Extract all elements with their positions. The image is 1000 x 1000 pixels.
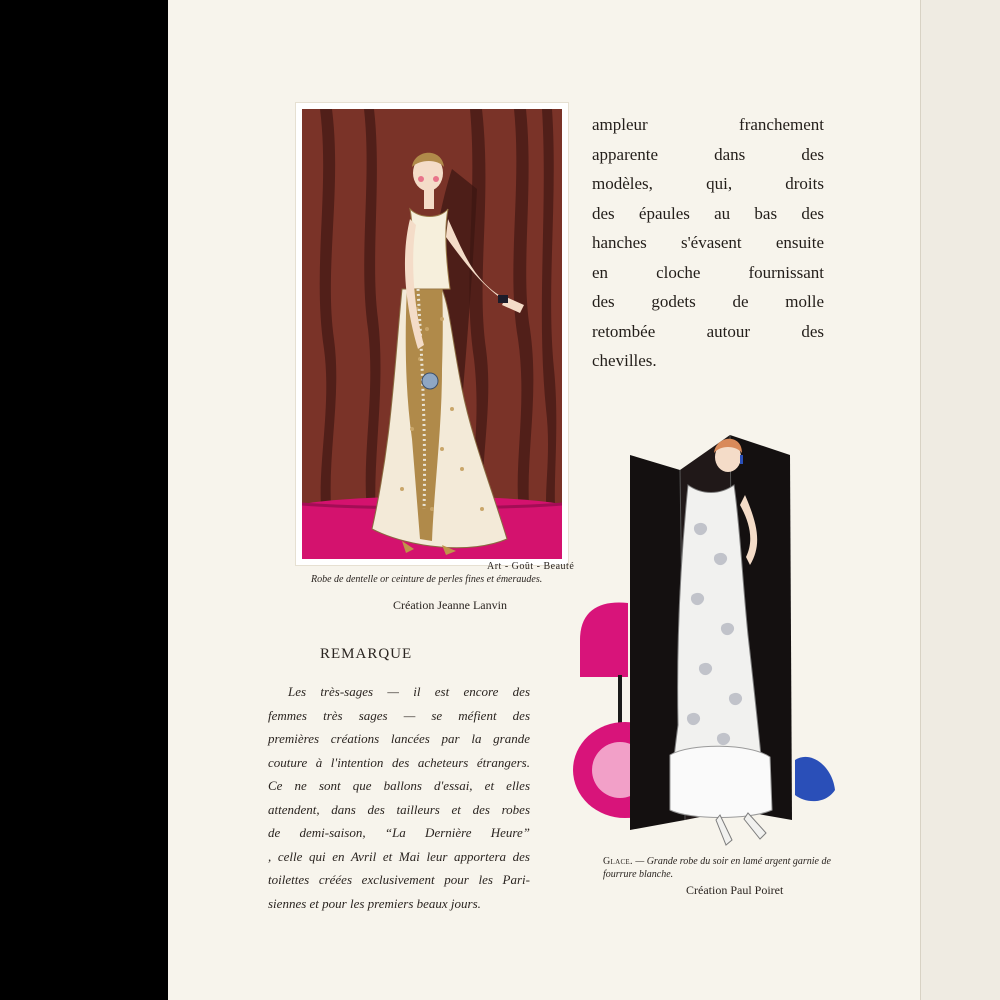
text-line: apparente dans des [592,144,824,164]
text-line: , celle qui en Avril et Mai leur apportera des [268,848,530,864]
text-line: ampleur franchement [592,115,824,134]
text-line: femmes très sages — se méfient des [268,707,530,723]
illustration-lanvin [296,103,568,565]
text-line: chevilles. [592,351,657,370]
caption-text: — Grande robe du soir en lamé argent garnie de fourrure blanche. [603,856,831,880]
text-line: modèles, qui, droits [592,174,824,193]
text-line: couture à l'intention des acheteurs étrangers. [268,754,530,770]
body-text-column [592,110,824,376]
caption-label: Glace. [603,856,633,867]
poiret-caption [603,855,843,881]
illustration-poiret [570,425,840,855]
text-line: retombée autour des [592,321,824,341]
text-line: siennes et pour les premiers beaux jours. [268,895,481,911]
lanvin-caption: Robe de dentelle or ceinture de perles fines et émeraudes. [311,574,543,585]
remarque-paragraph [268,680,530,915]
adjacent-page-edge [920,0,1000,1000]
text-line: attendent, dans des tailleurs et des robes [268,801,530,817]
lanvin-creator: Création Jeanne Lanvin [393,598,507,612]
section-heading: REMARQUE [320,646,413,662]
text-line: en cloche fournissant [592,262,824,282]
text-line: de demi-saison, “La Dernière Heure” [268,825,530,840]
plate-credit: Art - Goût - Beauté [487,561,575,572]
scan-border [0,0,168,1000]
text-line: hanches s'évasent ensuite [592,233,824,252]
poiret-dress-illustration [570,425,840,855]
lanvin-dress-illustration [302,109,562,559]
text-line: des godets de molle [592,292,824,311]
text-line: toilettes créées exclusivement pour les Pari- [268,872,530,887]
text-line: premières créations lancées par la grande [268,731,530,746]
text-line: des épaules au bas des [592,203,824,223]
poiret-creator: Création Paul Poiret [686,883,784,897]
text-line: Les très-sages — il est encore des [288,684,530,699]
text-line: Ce ne sont que ballons d'essai, et elles [268,778,530,793]
